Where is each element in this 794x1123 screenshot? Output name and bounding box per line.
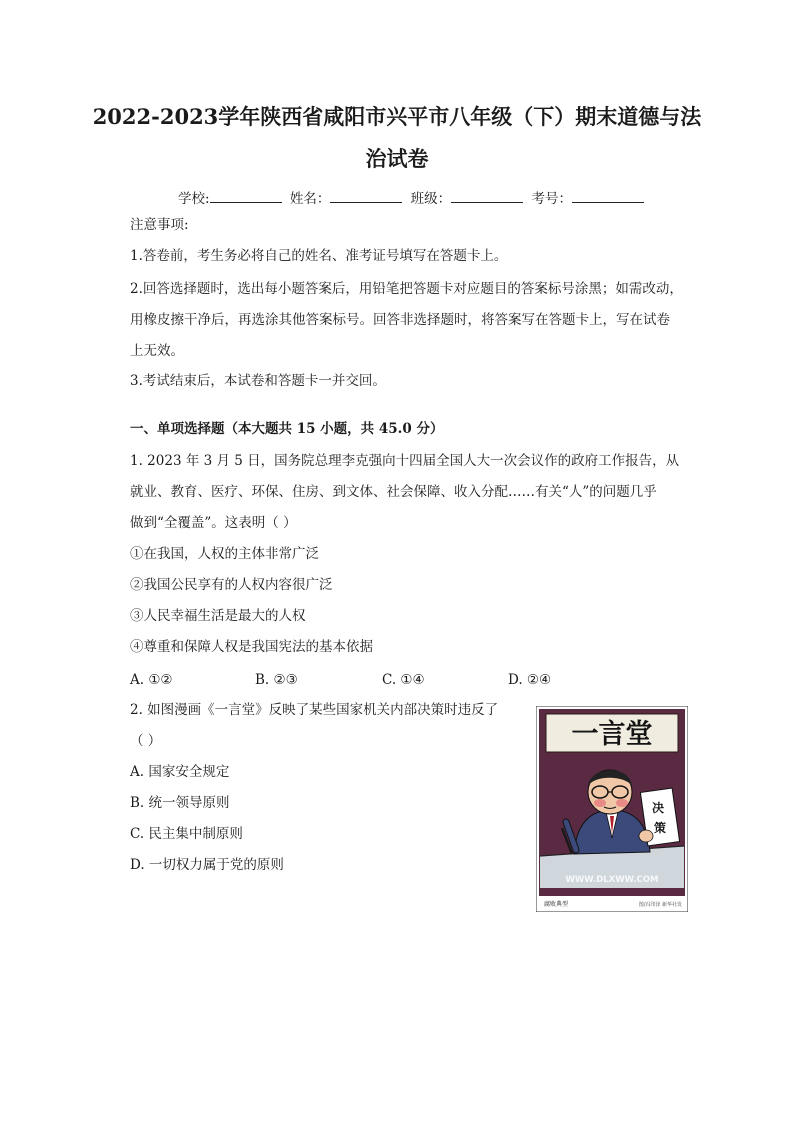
q1-stem-line: 做到“全覆盖”。这表明（ ）	[130, 515, 297, 531]
q1-stem-line: 1. 2023 年 3 月 5 日，国务院总理李克强向十四届全国人大一次会议作的政府工作报告，从	[130, 453, 680, 469]
school-label: 学校:	[178, 191, 210, 207]
q2-option-b[interactable]: B. 统一领导原则	[130, 795, 230, 811]
cartoon-footer-right: 图/冯印泽 新华社发	[638, 902, 682, 908]
q1-stem-line: 就业、教育、医疗、环保、住房、到文体、社会保障、收入分配……有关“人”的问题几乎	[130, 484, 657, 500]
q1-option-b[interactable]: B. ②③	[255, 672, 298, 688]
cartoon-watermark: WWW.DLXWW.COM	[565, 875, 659, 885]
cartoon-footer-left: 腐败典型	[544, 901, 569, 908]
section-heading: 一、单项选择题（本大题共 15 小题，共 45.0 分）	[130, 421, 444, 437]
notice-line: 3.考试结束后，本试卷和答题卡一并交回。	[130, 373, 386, 389]
cartoon-paper-line1: 决	[651, 801, 665, 815]
q1-options	[130, 672, 570, 688]
exam-title-line1: 2022-2023学年陕西省咸阳市兴平市八年级（下）期末道德与法	[92, 104, 702, 129]
notice-heading: 注意事项:	[130, 217, 189, 233]
school-blank[interactable]	[210, 190, 282, 203]
q2-option-a[interactable]: A. 国家安全规定	[130, 764, 230, 780]
q1-option-d[interactable]: D. ②④	[508, 672, 552, 688]
q2-option-d[interactable]: D. 一切权力属于党的原则	[130, 857, 284, 873]
name-blank[interactable]	[330, 190, 402, 203]
notice-line: 1.答卷前，考生务必将自己的姓名、准考证号填写在答题卡上。	[130, 248, 508, 264]
notice-line: 用橡皮擦干净后，再选涂其他答案标号。回答非选择题时，将答案写在答题卡上，写在试卷	[130, 312, 670, 328]
exam-no-blank[interactable]	[572, 190, 644, 203]
q1-statement: ④尊重和保障人权是我国宪法的基本依据	[130, 639, 373, 655]
q1-statement: ①在我国，人权的主体非常广泛	[130, 546, 319, 562]
cartoon-banner-text: 一言堂	[571, 719, 653, 750]
q1-option-a[interactable]: A. ①②	[130, 672, 173, 688]
notice-line: 2.回答选择题时，选出每小题答案后，用铅笔把答题卡对应题目的答案标号涂黑；如需改动，	[130, 281, 683, 297]
q2-stem-line: 2. 如图漫画《一言堂》反映了某些国家机关内部决策时违反了	[130, 702, 499, 718]
notice-line: 上无效。	[130, 343, 184, 359]
exam-title-line2: 治试卷	[365, 146, 429, 171]
class-label: 班级：	[410, 191, 452, 207]
cartoon-paper-line2: 策	[653, 821, 667, 835]
q1-statement: ②我国公民享有的人权内容很广泛	[130, 577, 333, 593]
class-blank[interactable]	[451, 190, 523, 203]
yiyantang-cartoon	[536, 706, 688, 912]
name-label: 姓名：	[289, 191, 331, 207]
q2-stem-line: （ ）	[130, 733, 162, 749]
q2-option-c[interactable]: C. 民主集中制原则	[130, 826, 243, 842]
exam-no-label: 考号：	[531, 191, 572, 207]
q1-option-c[interactable]: C. ①④	[382, 672, 425, 688]
q1-statement: ③人民幸福生活是最大的人权	[130, 608, 306, 624]
student-info-fields	[178, 187, 648, 207]
